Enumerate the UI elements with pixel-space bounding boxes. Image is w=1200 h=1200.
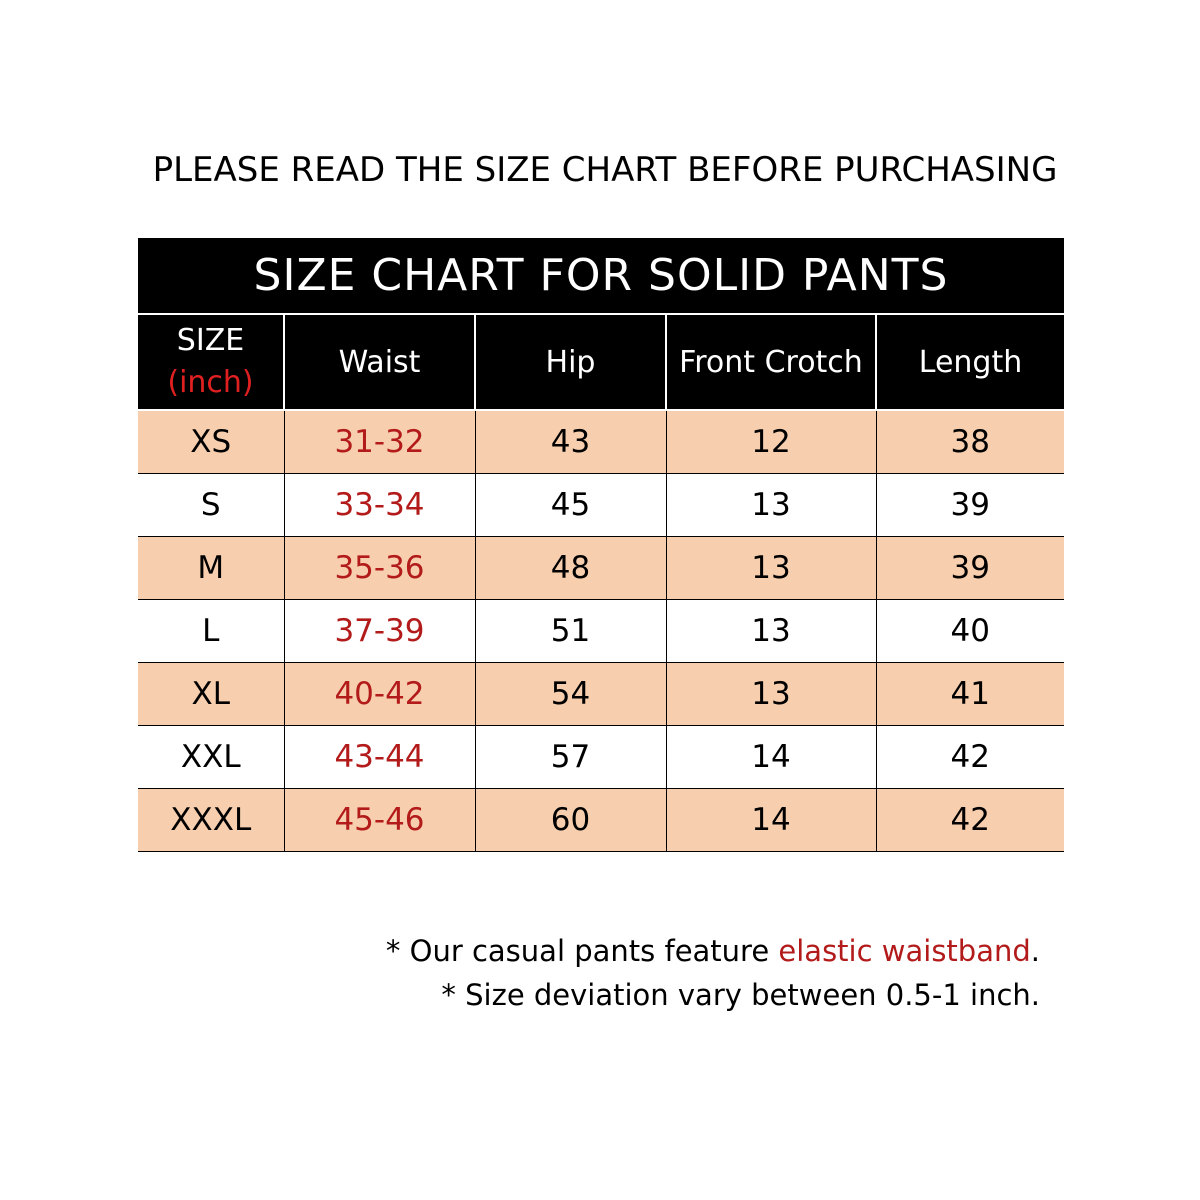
size-cell: XXL <box>138 726 284 789</box>
hip-cell: 57 <box>475 726 666 789</box>
front-crotch-cell: 13 <box>666 600 876 663</box>
front-crotch-cell: 14 <box>666 789 876 852</box>
size-chart-table <box>138 238 1064 852</box>
size-chart-notice: PLEASE READ THE SIZE CHART BEFORE PURCHASING <box>152 150 1058 190</box>
waist-cell: 37-39 <box>284 600 475 663</box>
footnote-1-prefix: * Our casual pants feature <box>385 934 779 968</box>
footnote-1-suffix: . <box>1030 934 1040 968</box>
front-crotch-cell: 12 <box>666 410 876 474</box>
size-header-label: SIZE <box>176 323 245 358</box>
table-row <box>138 789 1064 852</box>
waist-cell: 35-36 <box>284 537 475 600</box>
table-title: SIZE CHART FOR SOLID PANTS <box>138 238 1064 314</box>
table-row <box>138 537 1064 600</box>
column-header-length: Length <box>876 314 1064 410</box>
table-row <box>138 600 1064 663</box>
hip-cell: 43 <box>475 410 666 474</box>
hip-cell: 51 <box>475 600 666 663</box>
footnote-elastic-waistband <box>386 934 1040 968</box>
table-row <box>138 726 1064 789</box>
waist-cell: 45-46 <box>284 789 475 852</box>
length-cell: 41 <box>876 663 1064 726</box>
unit-label: (inch) <box>167 365 254 400</box>
waist-cell: 43-44 <box>284 726 475 789</box>
front-crotch-cell: 14 <box>666 726 876 789</box>
size-cell: L <box>138 600 284 663</box>
size-cell: S <box>138 474 284 537</box>
column-header-front-crotch: Front Crotch <box>666 314 876 410</box>
front-crotch-cell: 13 <box>666 474 876 537</box>
size-cell: XL <box>138 663 284 726</box>
length-cell: 39 <box>876 474 1064 537</box>
waist-cell: 31-32 <box>284 410 475 474</box>
footnote-size-deviation: * Size deviation vary between 0.5-1 inch. <box>441 978 1040 1012</box>
footnote-1-highlight: elastic waistband <box>778 934 1031 968</box>
hip-cell: 54 <box>475 663 666 726</box>
size-cell: XXXL <box>138 789 284 852</box>
size-cell: XS <box>138 410 284 474</box>
hip-cell: 48 <box>475 537 666 600</box>
column-header-hip: Hip <box>475 314 666 410</box>
length-cell: 38 <box>876 410 1064 474</box>
table-row <box>138 410 1064 474</box>
hip-cell: 45 <box>475 474 666 537</box>
column-header-size <box>138 314 284 410</box>
size-cell: M <box>138 537 284 600</box>
waist-cell: 40-42 <box>284 663 475 726</box>
length-cell: 39 <box>876 537 1064 600</box>
waist-cell: 33-34 <box>284 474 475 537</box>
front-crotch-cell: 13 <box>666 537 876 600</box>
table-row <box>138 474 1064 537</box>
front-crotch-cell: 13 <box>666 663 876 726</box>
column-header-waist: Waist <box>284 314 475 410</box>
length-cell: 42 <box>876 726 1064 789</box>
length-cell: 40 <box>876 600 1064 663</box>
table-row <box>138 663 1064 726</box>
hip-cell: 60 <box>475 789 666 852</box>
table-title-row <box>138 238 1064 314</box>
length-cell: 42 <box>876 789 1064 852</box>
table-header-row <box>138 314 1064 410</box>
